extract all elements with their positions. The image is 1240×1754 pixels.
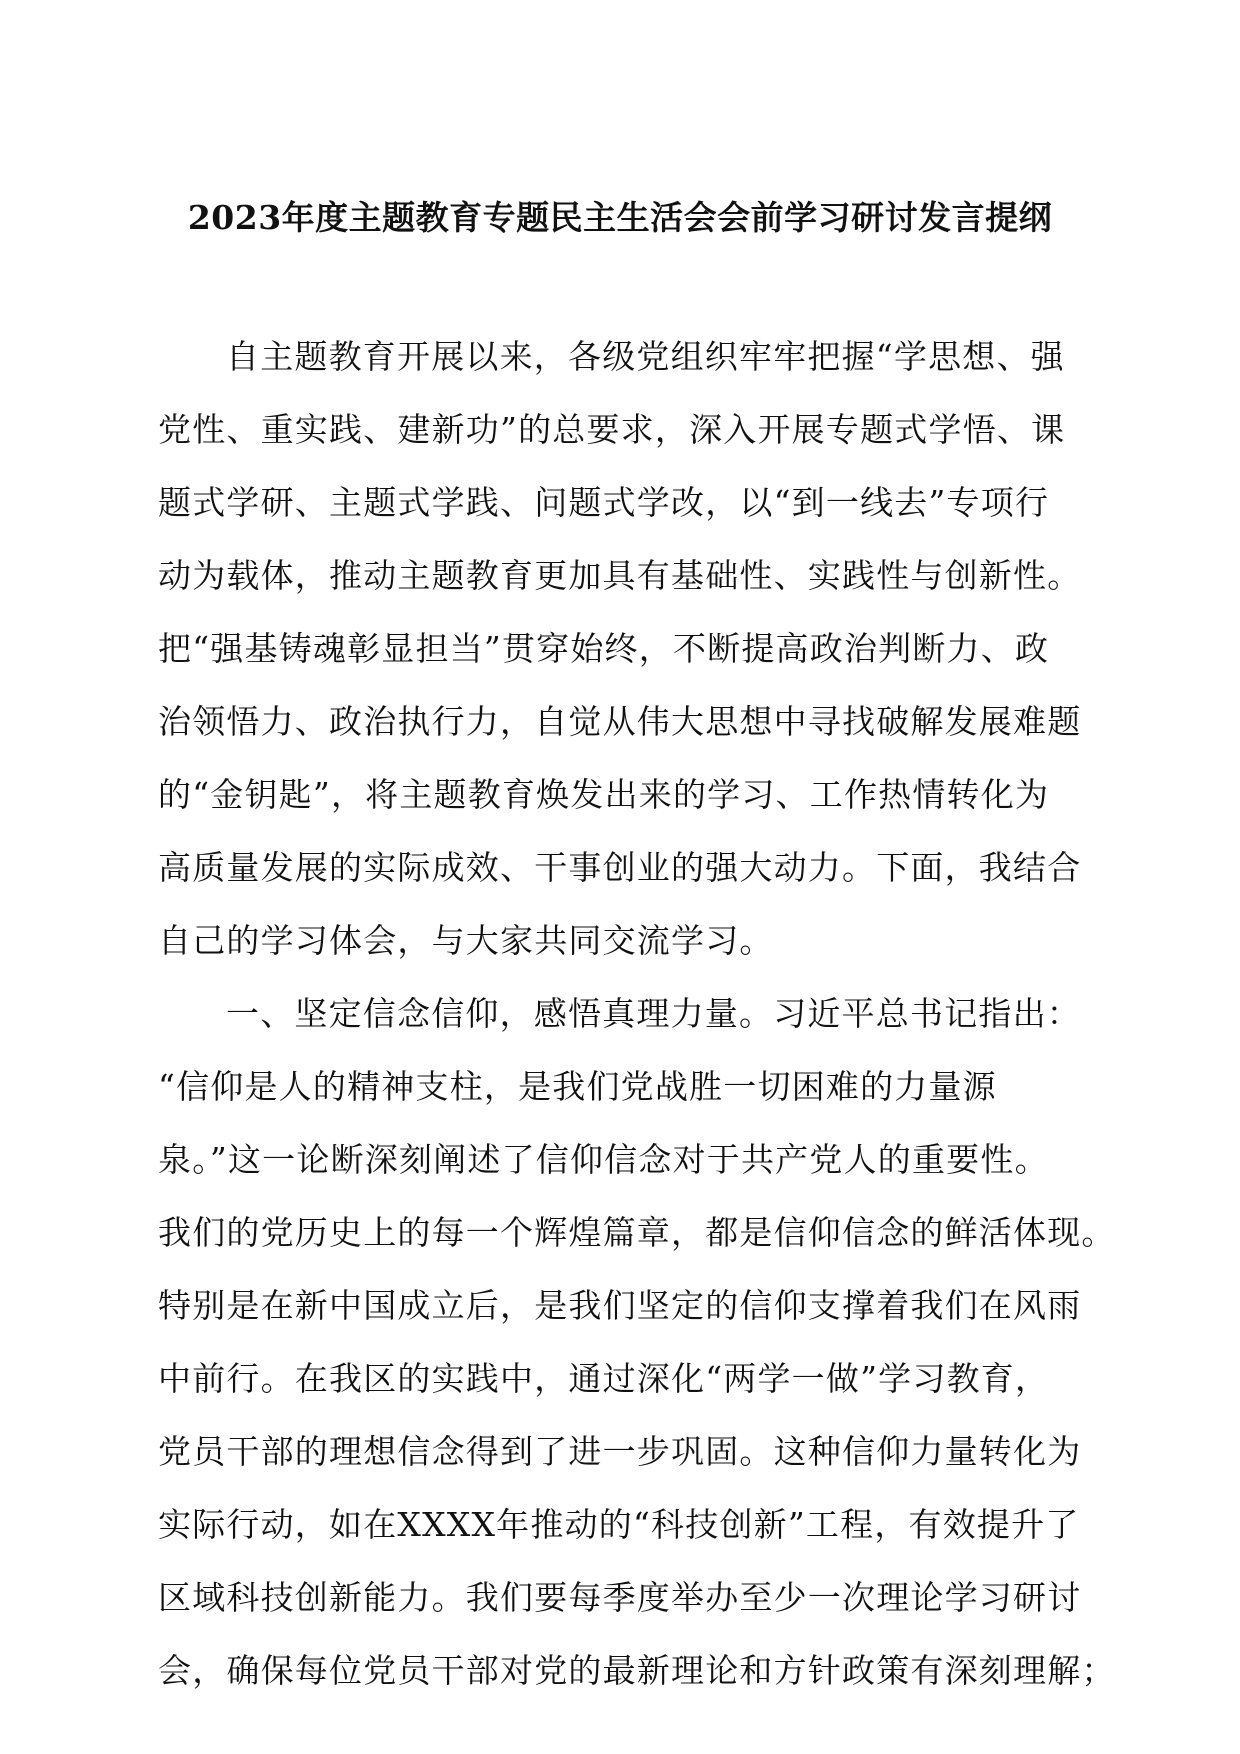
paragraph-line: 会，确保每位党员干部对党的最新理论和方针政策有深刻理解； <box>158 1651 1116 1690</box>
paragraph-line: 党性、重实践、建新功”的总要求，深入开展专题式学悟、课 <box>158 410 1066 449</box>
paragraph-line: 动为载体，推动主题教育更加具有基础性、实践性与创新性。 <box>158 556 1082 595</box>
paragraph-line: 实际行动，如在XXXX年推动的“科技创新”工程，有效提升了 <box>158 1505 1080 1544</box>
paragraph-line: 泉。”这一论断深刻阐述了信仰信念对于共产党人的重要性。 <box>158 1140 1049 1179</box>
paragraph-line: 党员干部的理想信念得到了进一步巩固。这种信仰力量转化为 <box>158 1432 1082 1471</box>
paragraph-line: 自主题教育开展以来，各级党组织牢牢把握“学思想、强 <box>226 337 1065 376</box>
paragraph-line: “信仰是人的精神支柱，是我们党战胜一切困难的力量源 <box>158 1067 997 1106</box>
paragraph-line: 高质量发展的实际成效、干事创业的强大动力。下面，我结合 <box>158 848 1082 887</box>
section-heading-line: 一、坚定信念信仰，感悟真理力量。习近平总书记指出： <box>226 994 1081 1033</box>
paragraph-line: 治领悟力、政治执行力，自觉从伟大思想中寻找破解发展难题 <box>158 702 1082 741</box>
paragraph-line: 特别是在新中国成立后，是我们坚定的信仰支撑着我们在风雨 <box>158 1286 1082 1325</box>
paragraph-line: 题式学研、主题式学践、问题式学改，以“到一线去”专项行 <box>158 483 1050 522</box>
document-title: 2023年度主题教育专题民主生活会会前学习研讨发言提纲 <box>187 198 1053 237</box>
paragraph-line: 中前行。在我区的实践中，通过深化“两学一做”学习教育， <box>158 1359 1050 1398</box>
paragraph-line: 自己的学习体会，与大家共同交流学习。 <box>158 921 774 960</box>
paragraph-line: 的“金钥匙”，将主题教育焕发出来的学习、工作热情转化为 <box>158 775 1050 814</box>
paragraph-line: 我们的党历史上的每一个辉煌篇章，都是信仰信念的鲜活体现。 <box>158 1213 1116 1252</box>
paragraph-line: 把“强基铸魂彰显担当”贯穿始终，不断提高政治判断力、政 <box>158 629 1050 668</box>
paragraph-line: 区域科技创新能力。我们要每季度举办至少一次理论学习研讨 <box>158 1578 1082 1617</box>
document-body <box>158 320 1116 1707</box>
